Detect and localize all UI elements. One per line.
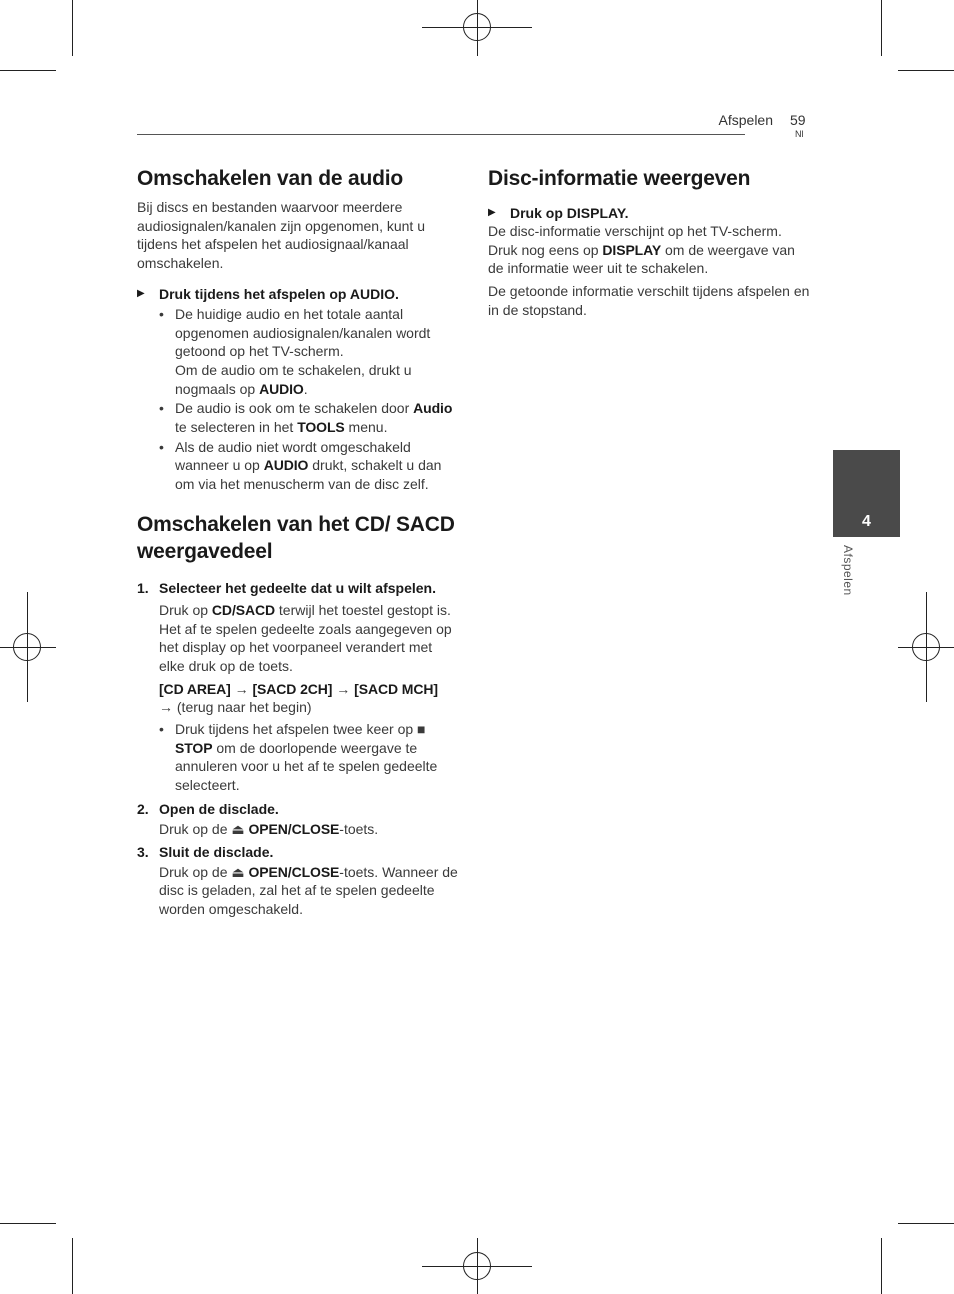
step-number: 3. bbox=[137, 843, 149, 860]
section-title: Omschakelen van de audio bbox=[137, 167, 403, 190]
arrow-right-icon: → bbox=[159, 699, 173, 716]
key-label: DISPLAY bbox=[566, 205, 625, 221]
numbered-step bbox=[137, 800, 459, 818]
key-label: OPEN/CLOSE bbox=[248, 820, 340, 837]
right-column bbox=[488, 165, 810, 320]
numbered-step bbox=[137, 843, 459, 861]
header-rule bbox=[137, 134, 745, 135]
left-column bbox=[137, 165, 459, 919]
key-label: OPEN/CLOSE bbox=[248, 863, 340, 880]
crop-mark bbox=[881, 1238, 882, 1294]
numbered-step bbox=[137, 579, 459, 597]
paragraph: De disc-informatie verschijnt op het TV-scherm. Druk nog eens op DISPLAY om de weergave van de informatie weer uit te schakelen. bbox=[488, 223, 795, 277]
crop-mark bbox=[898, 1223, 954, 1224]
step-number: 1. bbox=[137, 579, 149, 596]
registration-circle bbox=[13, 633, 41, 661]
list-item: • De huidige audio en het totale aantal opgenomen audiosignalen/kanalen wordt getoond op het TV-scherm. Om de audio om te schakelen, drukt u nogmaals op AUDIO. bbox=[159, 305, 431, 397]
key-label: AUDIO bbox=[349, 285, 395, 302]
stop-icon: ■ bbox=[417, 721, 426, 738]
section-audio bbox=[137, 165, 459, 494]
area-sequence: [CD AREA] → [SACD 2CH] → [SACD MCH] → (terug naar het begin) bbox=[159, 680, 438, 716]
step-body: Druk op CD/SACD terwijl het toestel gestopt is. Het af te spelen gedeelte zoals aangegeven op het display op het voorpaneel verandert met elke druk op de toets. [CD AREA] → [SACD 2CH] → [SACD MCH] → (terug naar het begin) • Druk tijdens het afspelen twee keer op ■ STOP om de doorlopende weergave te annuleren voor u het af te spelen gedeelte selecteert. bbox=[159, 601, 459, 795]
registration-circle bbox=[463, 1252, 491, 1280]
bullet-icon: • bbox=[159, 438, 164, 455]
section-disc-info bbox=[488, 165, 810, 320]
key-label: TOOLS bbox=[297, 419, 345, 436]
crop-mark bbox=[898, 70, 954, 71]
step-instruction: ▶ Druk op DISPLAY. bbox=[488, 205, 629, 221]
step-arrow-icon: ▶ bbox=[137, 287, 145, 299]
crop-mark bbox=[0, 1223, 56, 1224]
registration-circle bbox=[463, 13, 491, 41]
bullet-icon: • bbox=[159, 305, 164, 322]
crop-mark bbox=[72, 0, 73, 56]
bullet-list bbox=[159, 305, 459, 494]
section-intro: Bij discs en bestanden waarvoor meerdere audiosignalen/kanalen zijn opgenomen, kunt u tijdens het afspelen het audiosignaal/kanaal omschakelen. bbox=[137, 199, 425, 272]
section-title: Disc-informatie weergeven bbox=[488, 167, 751, 190]
paragraph: De getoonde informatie verschilt tijdens afspelen en in de stopstand. bbox=[488, 283, 810, 318]
step-body: Druk op de ⏏ OPEN/CLOSE-toets. bbox=[159, 820, 379, 837]
chapter-tab bbox=[833, 450, 900, 537]
eject-icon: ⏏ bbox=[231, 820, 245, 837]
bullet-list bbox=[159, 720, 459, 795]
bullet-icon: • bbox=[159, 721, 164, 738]
arrow-right-icon: → bbox=[234, 680, 249, 697]
list-item: • Als de audio niet wordt omgeschakeld wanneer u op AUDIO drukt, schakelt u dan om via het menuscherm van de disc zelf. bbox=[159, 438, 442, 493]
key-label: Audio bbox=[413, 400, 453, 417]
step-title: Sluit de disclade. bbox=[159, 843, 274, 860]
step-instruction: ▶ Druk tijdens het afspelen op AUDIO. bbox=[137, 285, 399, 302]
crop-mark bbox=[881, 0, 882, 56]
chapter-label: Afspelen bbox=[841, 545, 855, 596]
language-code: Nl bbox=[795, 129, 804, 139]
step-body: Druk op de ⏏ OPEN/CLOSE-toets. Wanneer de disc is geladen, zal het af te spelen gedeelte worden omgeschakeld. bbox=[159, 863, 458, 917]
section-cd-sacd bbox=[137, 511, 459, 919]
key-label: STOP bbox=[175, 739, 213, 756]
key-label: AUDIO bbox=[263, 457, 309, 474]
chapter-number: 4 bbox=[862, 513, 871, 530]
key-label: AUDIO bbox=[259, 380, 304, 397]
list-item: • De audio is ook om te schakelen door Audio te selecteren in het TOOLS menu. bbox=[159, 400, 453, 436]
step-number: 2. bbox=[137, 800, 149, 817]
list-item: • Druk tijdens het afspelen twee keer op ■ STOP om de doorlopende weergave te annuleren voor u het af te spelen gedeelte selecteert. bbox=[159, 721, 438, 794]
eject-icon: ⏏ bbox=[231, 863, 245, 880]
registration-circle bbox=[912, 633, 940, 661]
bullet-icon: • bbox=[159, 400, 164, 417]
arrow-right-icon: → bbox=[336, 680, 351, 697]
step-title: Open de disclade. bbox=[159, 800, 279, 817]
crop-mark bbox=[72, 1238, 73, 1294]
page-number: 59 bbox=[790, 112, 806, 128]
step-arrow-icon: ▶ bbox=[488, 207, 496, 218]
step-title: Selecteer het gedeelte dat u wilt afspelen. bbox=[159, 579, 436, 596]
header-section-title: Afspelen bbox=[718, 112, 773, 128]
crop-mark bbox=[0, 70, 56, 71]
key-label: DISPLAY bbox=[602, 241, 662, 258]
section-title: Omschakelen van het CD/ SACD weergavedeel bbox=[137, 512, 455, 563]
key-label: CD/SACD bbox=[211, 601, 276, 618]
